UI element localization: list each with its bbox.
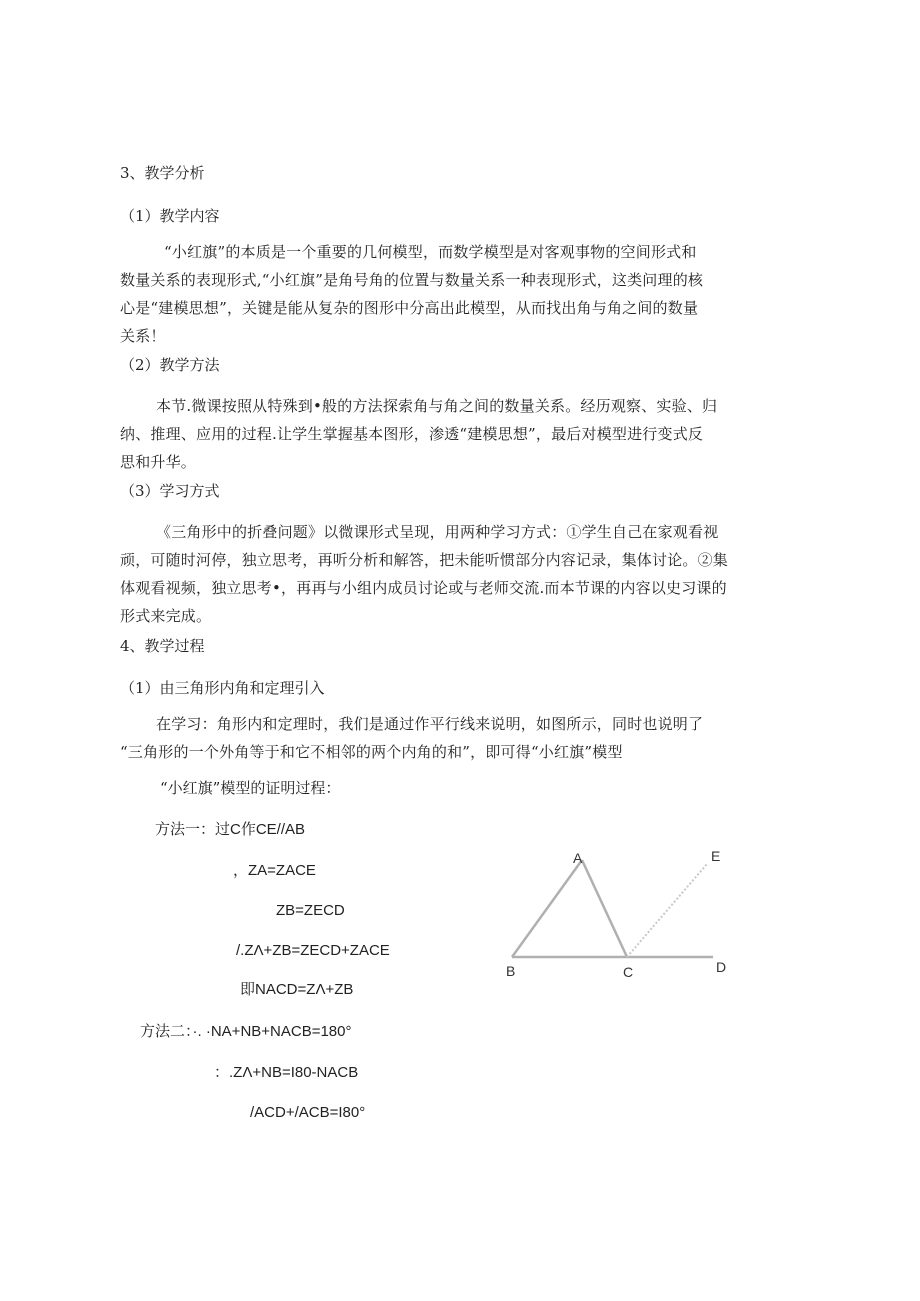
proof-title: “小红旗”模型的证明过程： xyxy=(160,779,341,797)
method-one-step-2: ZB=ZECD xyxy=(276,902,345,919)
section-3-2-heading: （2）教学方法 xyxy=(120,356,220,374)
method-one-label: 方法一：过 xyxy=(155,820,231,838)
section-3-heading: 3、教学分析 xyxy=(120,164,205,182)
paragraph-line: 心是“建模思想”，关键是能从复杂的图形中分高出此模型，从而找出角与角之间的数量 xyxy=(120,299,699,317)
section-3-1-heading: （1）教学内容 xyxy=(120,207,220,225)
method-one-step-3: /.ZΛ+ZB=ZECD+ZACE xyxy=(236,942,390,959)
method-two-step-3: /ACD+/ACB=I80° xyxy=(250,1104,366,1121)
label-c: C xyxy=(623,964,634,980)
method-one-construction: C作CE//AB xyxy=(230,821,306,838)
method-two-step-2: ：.ZΛ+NB=I80-NACB xyxy=(214,1064,359,1081)
method-one-step-4 xyxy=(240,978,353,1001)
paragraph-line: 本节.微课按照从特殊到•般的方法探索角与角之间的数量关系。经历观察、实验、归 xyxy=(156,397,718,415)
paragraph-line: 数量关系的表现形式,“小红旗”是角号角的位置与数量关系一种表现形式，这类问理的核 xyxy=(120,271,704,289)
paragraph-line: 思和升华。 xyxy=(120,453,197,471)
intro-paragraph xyxy=(120,710,800,766)
segment-ab xyxy=(512,860,582,957)
paragraph-line: 纳、推理、应用的过程.让学生掌握基本图形，渗透“建模思想”，最后对模型进行变式反 xyxy=(120,425,704,443)
paragraph-line: 关系！ xyxy=(120,327,166,345)
label-d: D xyxy=(716,959,727,975)
section-4-1-heading: （1）由三角形内角和定理引入 xyxy=(120,679,325,697)
paragraph-line: 在学习：角形内和定理时，我们是通过作平行线来说明，如图所示，同时也说明了 xyxy=(156,715,704,733)
segment-ce-dashed xyxy=(627,864,707,957)
triangle-flag-figure xyxy=(495,840,745,985)
paragraph-line: 顽，可随时河停，独立思考，再听分析和解答，把未能听惯部分内容记录，集体讨论。②集 xyxy=(120,551,729,569)
method-one-step-1: ，ZA=ZACE xyxy=(233,862,316,879)
label-a: A xyxy=(573,850,583,866)
paragraph-line: 体观看视频，独立思考•，再再与小组内成员讨论或与老师交流.而本节课的内容以史习课的 xyxy=(120,579,727,597)
step-prefix: 即 xyxy=(240,980,256,998)
method-one-line xyxy=(155,818,305,841)
paragraph-line: 形式来完成。 xyxy=(120,607,212,625)
section-4-heading: 4、教学过程 xyxy=(120,637,205,655)
method-two-label: 方法二： xyxy=(140,1022,193,1040)
method-two-line xyxy=(140,1020,352,1043)
paragraph-line: “三角形的一个外角等于和它不相邻的两个内角的和”，即可得“小红旗”模型 xyxy=(120,743,623,761)
method-two-step-1: ·. ·NA+NB+NACB=180° xyxy=(192,1023,352,1040)
teaching-content-paragraph xyxy=(120,238,800,350)
step-formula: NACD=ZΛ+ZB xyxy=(255,981,354,998)
teaching-method-paragraph xyxy=(120,392,800,476)
paragraph-line: 《三角形中的折叠问题》以微课形式呈现，用两种学习方式：①学生自己在家观看视 xyxy=(156,523,719,541)
label-b: B xyxy=(506,963,516,979)
learning-mode-paragraph xyxy=(120,518,800,630)
label-e: E xyxy=(711,848,721,864)
segment-ac xyxy=(582,860,627,957)
section-3-3-heading: （3）学习方式 xyxy=(120,482,220,500)
paragraph-line: “小红旗”的本质是一个重要的几何模型，而数学模型是对客观事物的空间形式和 xyxy=(164,243,697,261)
